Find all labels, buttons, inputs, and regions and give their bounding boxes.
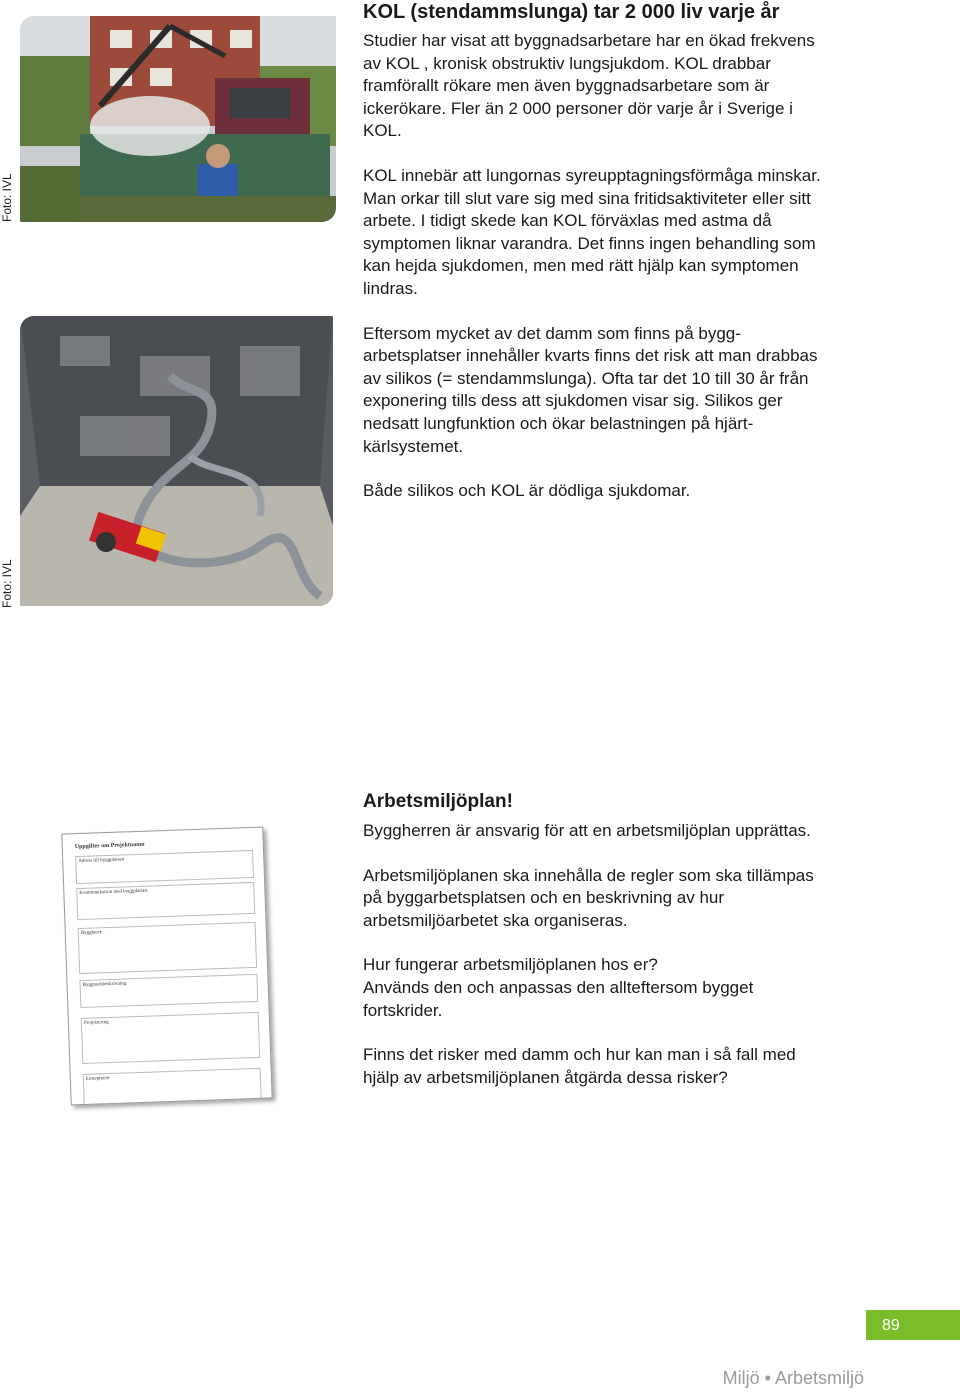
- paragraph: Både silikos och KOL är dödliga sjukdomar.: [363, 481, 691, 501]
- photo-credit-2: Foto: IVL: [0, 559, 14, 608]
- paragraph: Finns det risker med damm och hur kan man i så fall med hjälp av arbetsmiljöplanen åtgärda dessa risker?: [363, 1045, 796, 1087]
- form-section: [79, 974, 258, 1008]
- form-heading: Entreprenör: [85, 1076, 110, 1082]
- form-heading: Kommunikation med byggplatsen: [79, 888, 148, 897]
- paragraph: Studier har visat att byggnadsarbetare har en ökad frekvens av KOL , kronisk obstruktiv lungsjukdom. KOL drabbar framförallt rökare men även byggnadsarbetare som är ickerökare. Fler än 2 000 personer dör varje år i Sverige i KOL.: [363, 31, 815, 141]
- section-kol: [363, 0, 833, 525]
- photo-grinder-room: [20, 316, 333, 606]
- photo-credit-1: Foto: IVL: [0, 173, 14, 222]
- form-section: [75, 850, 254, 884]
- section-title-arbetsmiljoplan: Arbetsmiljöplan!: [363, 791, 513, 812]
- section-title-kol: KOL (stendammslunga) tar 2 000 liv varje år: [363, 1, 780, 23]
- form-section: [81, 1012, 260, 1064]
- form-section: [76, 882, 255, 920]
- form-heading: Byggnadsbeskrivning: [82, 981, 127, 988]
- paragraph: KOL innebär att lungornas syreupptagningsförmåga minskar. Man orkar till slut vare sig med sina fritidsaktiviteter eller sitt arbete. I tidigt skede kan KOL förväxlas med astma då symptomen liknar varandra. Det finns ingen behandling som kan hejda sjukdomen, men med rätt hjälp kan symptomen lindras.: [363, 165, 821, 298]
- page-number: 89: [866, 1310, 960, 1340]
- section-work-environment-plan: [363, 790, 833, 1111]
- paragraph: Eftersom mycket av det damm som finns på byggarbetsplatser innehåller kvarts finns det risk att man drabbas av silikos (= stendammslunga). Ofta tar det 10 till 30 år från exponering tills dess att sjukdomen visar sig. Silikos ger nedsatt lungfunktion och ökar belastningen på hjärt-kärlsystemet.: [363, 323, 818, 456]
- photo-truck-container: [20, 16, 336, 222]
- footer-section-label: Miljö • Arbetsmiljö: [722, 1368, 864, 1388]
- form-heading: Projektering: [83, 1020, 109, 1026]
- paragraph: Arbetsmiljöplanen ska innehålla de regler som ska tillämpas på byggarbetsplatsen och en beskrivning av hur arbetsmiljöarbetet ska organiseras.: [363, 865, 814, 930]
- work-environment-plan-form-image: [61, 827, 272, 1106]
- form-title: Uppgifter om Projektnamn: [74, 841, 145, 851]
- paragraph: Hur fungerar arbetsmiljöplanen hos er? Används den och anpassas den allteftersom bygget fortskrider.: [363, 955, 754, 1020]
- form-heading: Adress till byggplatsen: [78, 857, 125, 865]
- form-heading: Byggherre: [80, 930, 102, 936]
- paragraph: Byggherren är ansvarig för att en arbetsmiljöplan upprättas.: [363, 821, 811, 840]
- form-section: [78, 922, 257, 974]
- form-section: [83, 1068, 262, 1106]
